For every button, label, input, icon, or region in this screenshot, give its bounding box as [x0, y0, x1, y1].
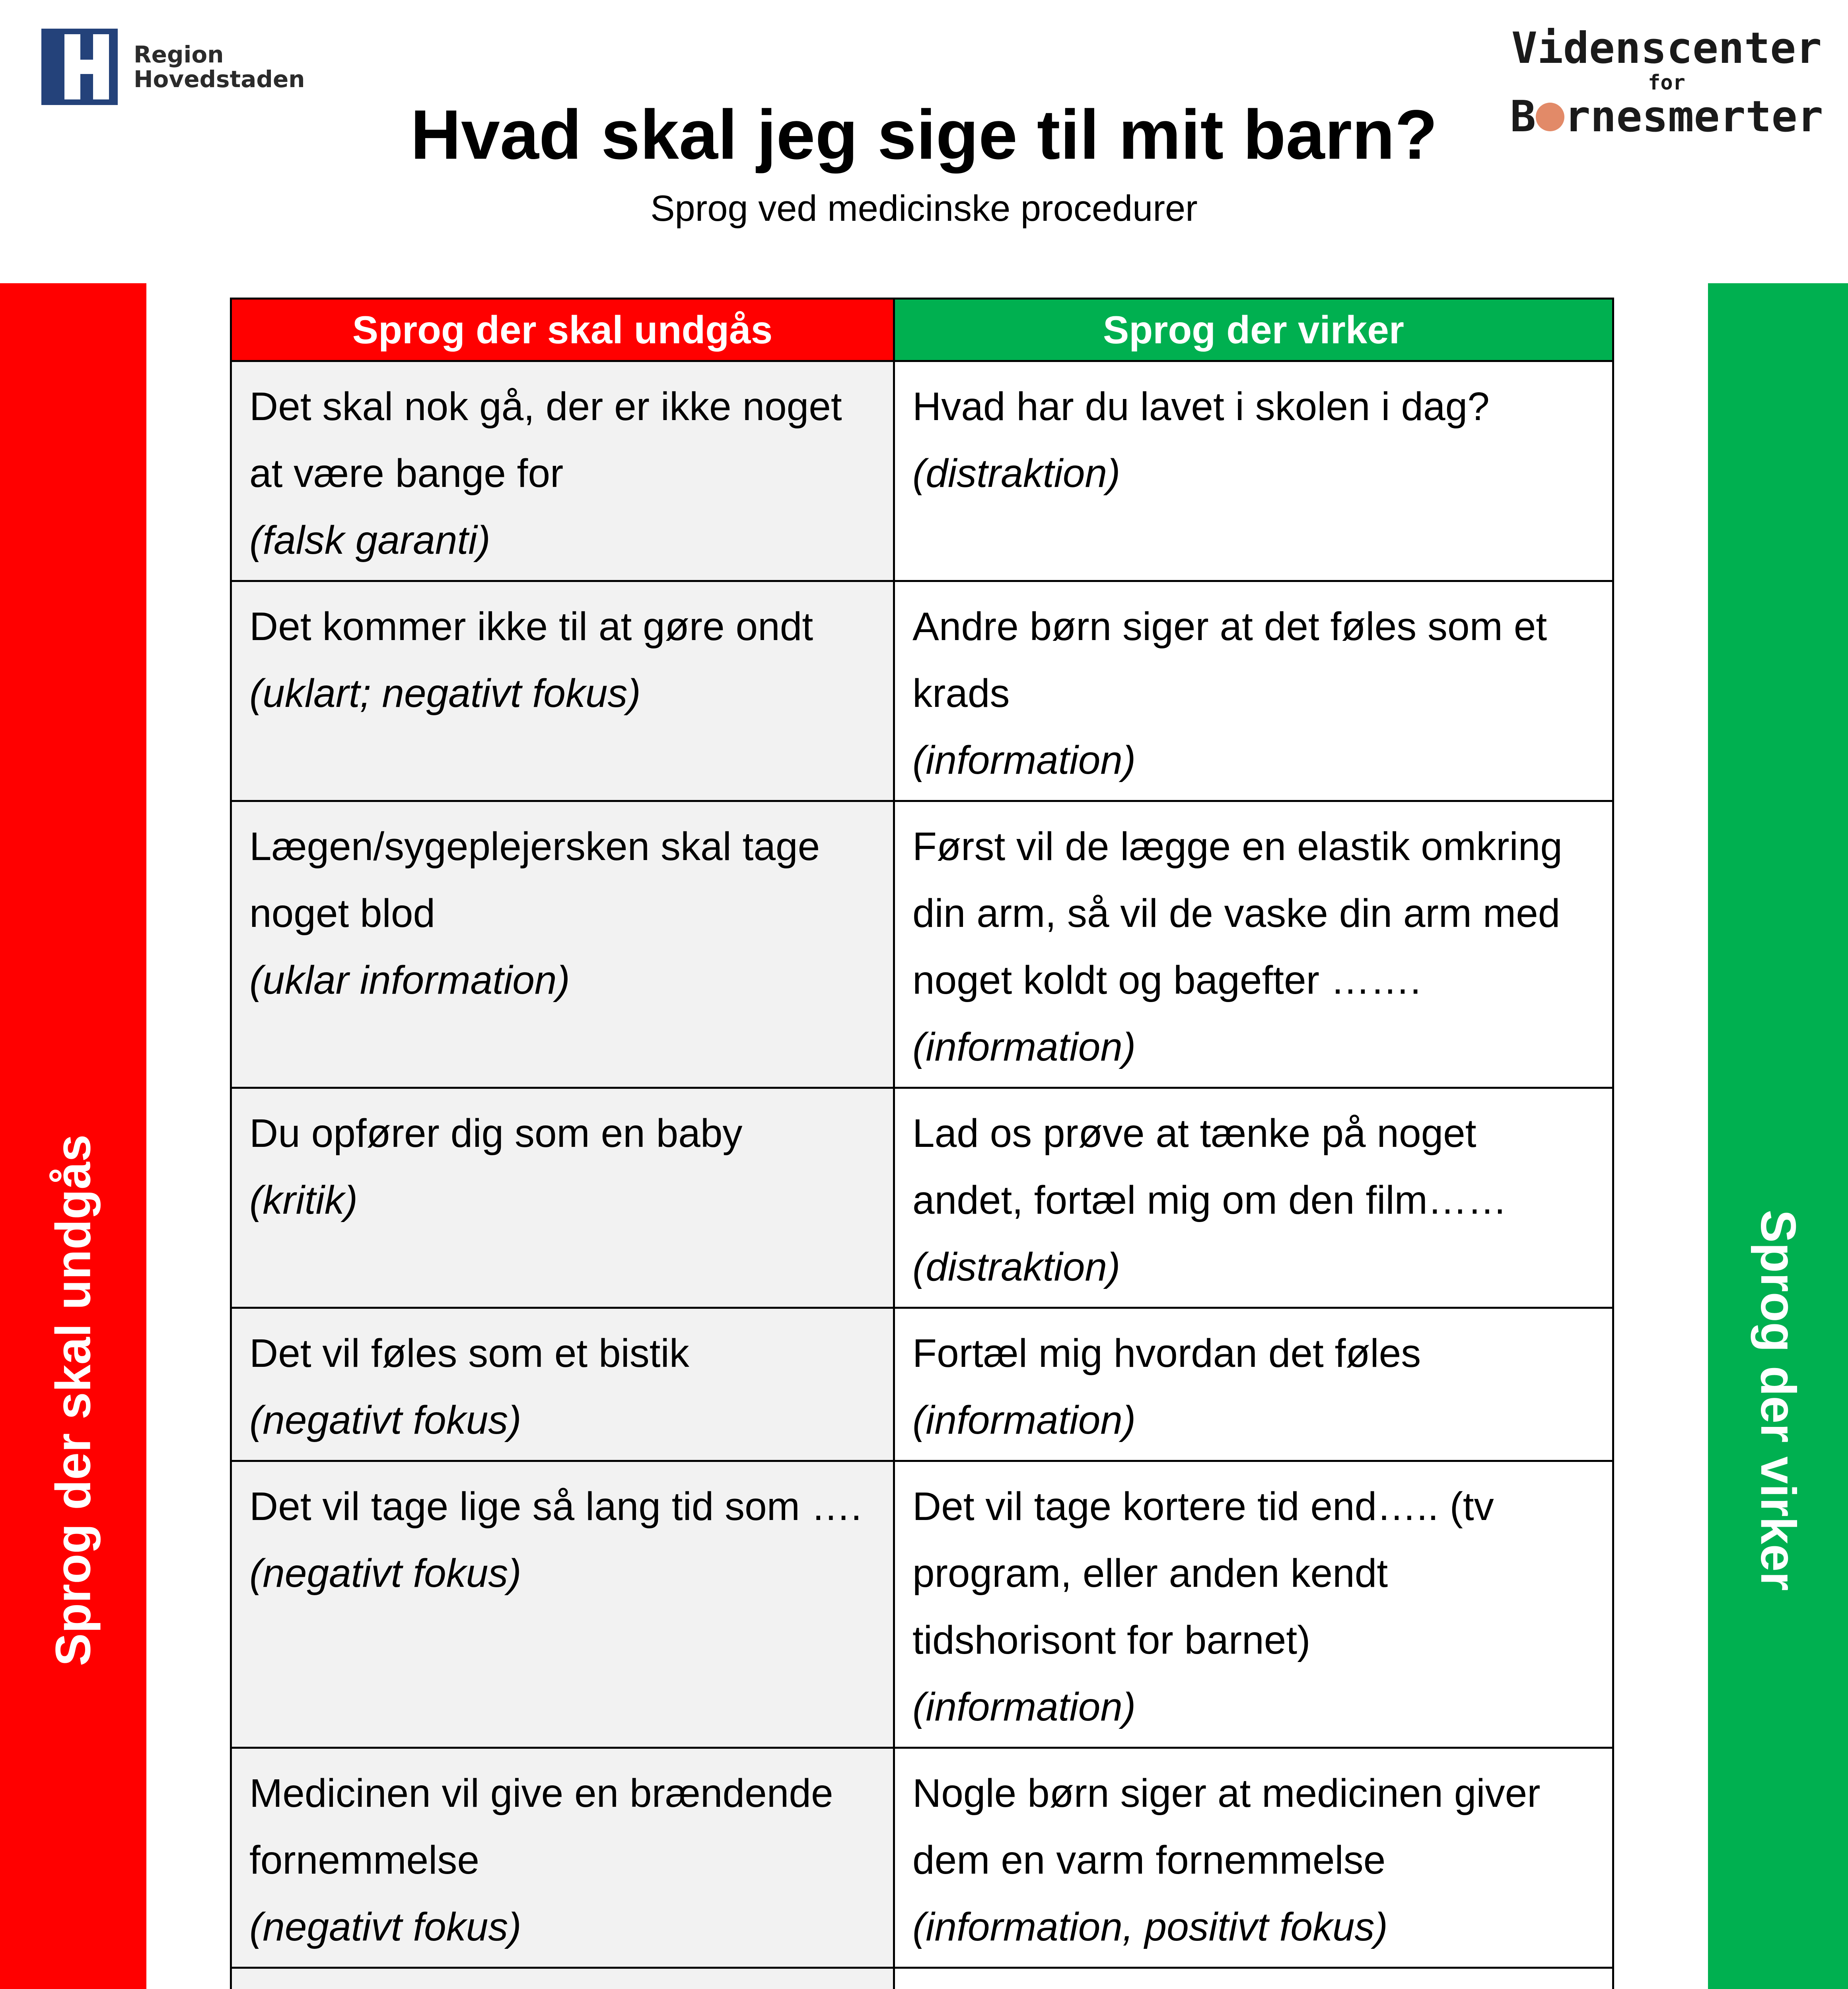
- table-row: [231, 1088, 1613, 1308]
- center-logo-line-3: B rnesmerter: [1510, 92, 1823, 142]
- avoid-phrase: Det vil tage lige så lang tid som ….: [249, 1484, 862, 1529]
- side-bar-works: [1708, 283, 1848, 1989]
- works-category-note: (information): [912, 738, 1136, 782]
- table-row: [231, 1308, 1613, 1461]
- table-header-row: [231, 299, 1613, 361]
- works-category-note: (information, positivt fokus): [912, 1905, 1388, 1949]
- works-phrase: Nogle børn siger at medicinen giver dem en varm fornemmelse: [912, 1771, 1541, 1882]
- avoid-phrase: Medicinen vil give en brændende fornemmelse: [249, 1771, 833, 1882]
- cell-avoid: [231, 361, 894, 581]
- table-row: [231, 801, 1613, 1088]
- table-row: [231, 361, 1613, 581]
- cell-avoid: [231, 1088, 894, 1308]
- cell-works: [894, 1461, 1613, 1748]
- cell-avoid: [231, 1308, 894, 1461]
- page-subtitle: Sprog ved medicinske procedurer: [650, 188, 1198, 229]
- table-row: [231, 1968, 1613, 1989]
- column-header-works: Sprog der virker: [894, 299, 1613, 361]
- cell-avoid: [231, 1461, 894, 1748]
- cell-avoid: [231, 1968, 894, 1989]
- avoid-category-note: (kritik): [249, 1178, 358, 1222]
- cell-works: [894, 1968, 1613, 1989]
- works-category-note: (distraktion): [912, 1245, 1120, 1289]
- cell-works: [894, 1748, 1613, 1968]
- avoid-category-note: (uklar information): [249, 958, 570, 1002]
- side-bar-avoid-label: Sprog der skal undgås: [46, 1134, 101, 1666]
- region-hovedstaden-logo: [41, 29, 305, 105]
- side-bar-avoid: [0, 283, 146, 1989]
- avoid-category-note: (falsk garanti): [249, 518, 490, 562]
- table-row: [231, 1461, 1613, 1748]
- region-name: Region Hovedstaden: [134, 41, 305, 93]
- cell-avoid: [231, 1748, 894, 1968]
- cell-works: [894, 1088, 1613, 1308]
- works-category-note: (information): [912, 1685, 1136, 1729]
- center-logo-line-1: Videnscenter: [1511, 23, 1822, 73]
- works-phrase: Fortæl mig hvordan det føles: [912, 1331, 1421, 1376]
- page-title: Hvad skal jeg sige til mit barn?: [410, 96, 1438, 174]
- avoid-category-note: (negativt fokus): [249, 1398, 521, 1442]
- avoid-phrase: Lægen/sygeplejersken skal tage noget blod: [249, 824, 820, 936]
- works-category-note: (information): [912, 1398, 1136, 1442]
- table-row: [231, 1748, 1613, 1968]
- avoid-category-note: (uklart; negativt fokus): [249, 671, 641, 716]
- language-comparison-table: [230, 298, 1614, 1989]
- table-row: [231, 581, 1613, 801]
- avoid-phrase: Du opfører dig som en baby: [249, 1111, 743, 1156]
- works-category-note: (information): [912, 1025, 1136, 1069]
- column-header-avoid: Sprog der skal undgås: [231, 299, 894, 361]
- works-phrase: Hvad har du lavet i skolen i dag?: [912, 384, 1490, 429]
- avoid-category-note: (negativt fokus): [249, 1551, 521, 1596]
- cell-avoid: [231, 581, 894, 801]
- works-phrase: Først vil de lægge en elastik omkring din arm, så vil de vaske din arm med noget koldt og bagefter …….: [912, 824, 1562, 1002]
- cell-works: [894, 581, 1613, 801]
- avoid-category-note: (negativt fokus): [249, 1905, 521, 1949]
- cell-avoid: [231, 801, 894, 1088]
- works-phrase: Andre børn siger at det føles som et krads: [912, 604, 1547, 716]
- avoid-phrase: Det vil føles som et bistik: [249, 1331, 689, 1376]
- side-bar-works-label: Sprog der virker: [1751, 1210, 1806, 1591]
- center-logo-line-2: for: [1648, 71, 1685, 95]
- cell-works: [894, 1308, 1613, 1461]
- region-h-logo-icon: [41, 29, 118, 105]
- avoid-phrase: Det kommer ikke til at gøre ondt: [249, 604, 813, 649]
- avoid-phrase: Det skal nok gå, der er ikke noget at være bange for: [249, 384, 842, 496]
- cell-works: [894, 361, 1613, 581]
- works-phrase: Lad os prøve at tænke på noget andet, fortæl mig om den film……: [912, 1111, 1507, 1222]
- cell-works: [894, 801, 1613, 1088]
- works-phrase: Det vil tage kortere tid end….. (tv program, eller anden kendt tidshorisont for barnet): [912, 1484, 1494, 1662]
- works-category-note: (distraktion): [912, 451, 1120, 496]
